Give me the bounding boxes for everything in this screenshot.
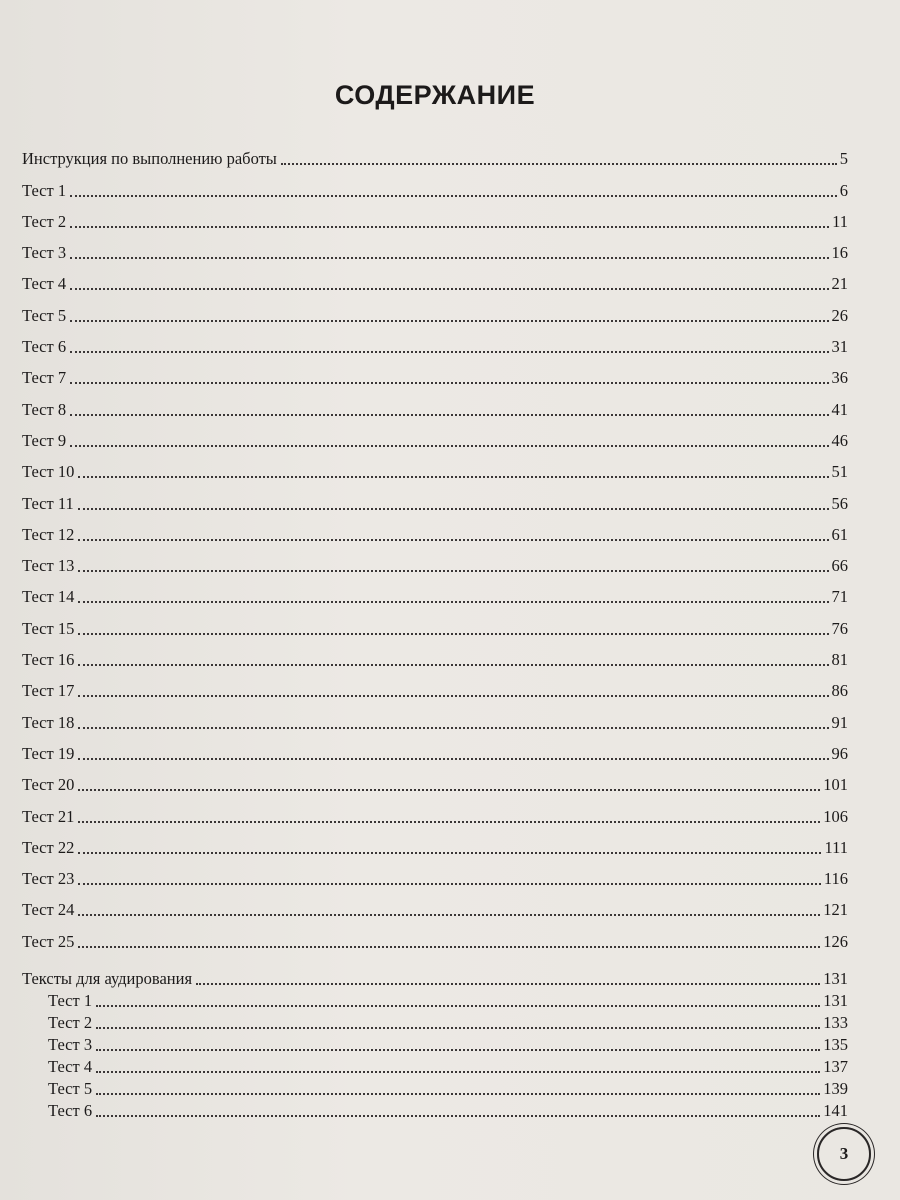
toc-entry bbox=[22, 670, 848, 701]
toc-entry-label: Тест 4 bbox=[48, 1057, 93, 1077]
dot-leader bbox=[78, 570, 828, 572]
toc-entry bbox=[22, 858, 848, 889]
dot-leader bbox=[78, 883, 821, 885]
toc-entry-label: Тест 1 bbox=[22, 180, 67, 200]
dot-leader bbox=[70, 226, 829, 228]
toc-entry-label: Тест 2 bbox=[48, 1013, 93, 1033]
toc-entry-page: 46 bbox=[831, 430, 848, 450]
toc-entry-page: 21 bbox=[831, 274, 848, 294]
toc-entry-page: 61 bbox=[831, 524, 848, 544]
toc-entry-page: 76 bbox=[831, 618, 848, 638]
toc-entry-page: 86 bbox=[831, 681, 848, 701]
toc-entry bbox=[22, 764, 848, 795]
toc-entry bbox=[22, 420, 848, 451]
dot-leader bbox=[78, 695, 828, 697]
toc-entry-page: 135 bbox=[823, 1035, 848, 1055]
toc-entry-label: Тест 2 bbox=[22, 211, 67, 231]
toc-entry-page: 131 bbox=[823, 991, 848, 1011]
toc-entry bbox=[22, 451, 848, 482]
toc-entry bbox=[22, 733, 848, 764]
toc-entry-page: 131 bbox=[823, 969, 848, 989]
dot-leader bbox=[70, 288, 828, 290]
toc-entry-page: 101 bbox=[823, 775, 848, 795]
toc-entry-page: 36 bbox=[831, 368, 848, 388]
page-number-badge: 3 bbox=[817, 1127, 871, 1181]
dot-leader bbox=[78, 508, 829, 510]
dot-leader bbox=[96, 1071, 820, 1073]
dot-leader bbox=[70, 445, 828, 447]
toc-entry-page: 141 bbox=[823, 1101, 848, 1121]
dot-leader bbox=[78, 539, 828, 541]
dot-leader bbox=[78, 758, 828, 760]
toc-entry bbox=[22, 169, 848, 200]
toc-entry-page: 5 bbox=[839, 149, 848, 169]
toc-entry-label: Тест 19 bbox=[22, 743, 75, 763]
toc-entry bbox=[22, 1033, 848, 1055]
toc-entry-label: Тест 12 bbox=[22, 524, 75, 544]
toc-entry bbox=[22, 326, 848, 357]
dot-leader bbox=[78, 633, 828, 635]
dot-leader bbox=[78, 727, 828, 729]
toc-entry-label: Тест 15 bbox=[22, 618, 75, 638]
toc-entry-page: 137 bbox=[823, 1057, 848, 1077]
toc-entry bbox=[22, 795, 848, 826]
toc-entry bbox=[22, 607, 848, 638]
toc-entry-page: 41 bbox=[831, 399, 848, 419]
toc-entry-label: Тест 25 bbox=[22, 931, 75, 951]
dot-leader bbox=[96, 1049, 820, 1051]
toc-entry bbox=[22, 827, 848, 858]
toc-entry-page: 66 bbox=[831, 556, 848, 576]
toc-entry-label: Тест 7 bbox=[22, 368, 67, 388]
toc-entry-label: Тест 17 bbox=[22, 681, 75, 701]
dot-leader bbox=[70, 351, 828, 353]
toc-entry bbox=[22, 989, 848, 1011]
toc-entry bbox=[22, 514, 848, 545]
dot-leader bbox=[78, 476, 828, 478]
toc-entry bbox=[22, 263, 848, 294]
dot-leader bbox=[78, 664, 828, 666]
toc-entry-page: 81 bbox=[831, 650, 848, 670]
toc-entry-page: 121 bbox=[823, 900, 848, 920]
toc-entry-page: 96 bbox=[831, 743, 848, 763]
toc-entry-label: Тест 3 bbox=[48, 1035, 93, 1055]
dot-leader bbox=[78, 789, 820, 791]
dot-leader bbox=[70, 382, 828, 384]
toc-entry-page: 6 bbox=[839, 180, 848, 200]
dot-leader bbox=[96, 1027, 820, 1029]
toc-entry-page: 116 bbox=[823, 869, 848, 889]
toc-entry-label: Тест 22 bbox=[22, 837, 75, 857]
toc-entry-label: Тест 9 bbox=[22, 430, 67, 450]
toc-entry-label: Тест 24 bbox=[22, 900, 75, 920]
toc-entry bbox=[22, 545, 848, 576]
dot-leader bbox=[96, 1093, 820, 1095]
toc-entry-label: Тест 6 bbox=[22, 337, 67, 357]
toc-entry-page: 31 bbox=[831, 337, 848, 357]
toc-entry bbox=[22, 357, 848, 388]
toc-entry-label: Тест 4 bbox=[22, 274, 67, 294]
toc-entry-page: 51 bbox=[831, 462, 848, 482]
toc-entry-page: 133 bbox=[823, 1013, 848, 1033]
toc-entry-label: Тест 5 bbox=[48, 1079, 93, 1099]
dot-leader bbox=[70, 414, 828, 416]
toc-entry bbox=[22, 1055, 848, 1077]
toc-entry-page: 71 bbox=[831, 587, 848, 607]
dot-leader bbox=[196, 983, 820, 985]
dot-leader bbox=[78, 601, 828, 603]
dot-leader bbox=[70, 320, 828, 322]
toc-entry-page: 11 bbox=[832, 211, 848, 231]
dot-leader bbox=[70, 195, 837, 197]
toc-entry-label: Тест 5 bbox=[22, 305, 67, 325]
toc-entry-label: Инструкция по выполнению работы bbox=[22, 149, 277, 169]
dot-leader bbox=[70, 257, 828, 259]
dot-leader bbox=[96, 1005, 820, 1007]
toc-entry bbox=[22, 294, 848, 325]
toc-entry-page: 126 bbox=[823, 931, 848, 951]
toc-entry-label: Тексты для аудирования bbox=[22, 969, 193, 989]
toc-entry bbox=[22, 576, 848, 607]
toc-entry-label: Тест 1 bbox=[48, 991, 93, 1011]
dot-leader bbox=[78, 914, 820, 916]
toc-entry bbox=[22, 482, 848, 513]
toc-entry-label: Тест 20 bbox=[22, 775, 75, 795]
toc-entry-label: Тест 3 bbox=[22, 243, 67, 263]
toc-entry-page: 139 bbox=[823, 1079, 848, 1099]
toc-entry-label: Тест 10 bbox=[22, 462, 75, 482]
toc-entry bbox=[22, 1099, 848, 1121]
dot-leader bbox=[78, 946, 820, 948]
toc-entry-page: 106 bbox=[823, 806, 848, 826]
toc-entry bbox=[22, 639, 848, 670]
toc-entry-label: Тест 23 bbox=[22, 869, 75, 889]
toc-entry bbox=[22, 232, 848, 263]
dot-leader bbox=[281, 163, 837, 165]
toc-entry bbox=[22, 889, 848, 920]
toc-entry-page: 91 bbox=[831, 712, 848, 732]
toc-entry-label: Тест 8 bbox=[22, 399, 67, 419]
toc-entry bbox=[22, 958, 848, 989]
toc-entry bbox=[22, 1077, 848, 1099]
toc-entry-label: Тест 16 bbox=[22, 650, 75, 670]
dot-leader bbox=[78, 852, 821, 854]
toc-entry-page: 56 bbox=[831, 493, 848, 513]
toc-entry-label: Тест 14 bbox=[22, 587, 75, 607]
page-title: СОДЕРЖАНИЕ bbox=[334, 80, 536, 110]
toc-entry-page: 111 bbox=[824, 837, 848, 857]
toc-entry bbox=[22, 201, 848, 232]
toc-entry-page: 16 bbox=[831, 243, 848, 263]
table-of-contents bbox=[22, 138, 848, 1121]
toc-entry-label: Тест 13 bbox=[22, 556, 75, 576]
dot-leader bbox=[96, 1115, 820, 1117]
toc-entry bbox=[22, 701, 848, 732]
toc-entry bbox=[22, 920, 848, 951]
toc-entry-label: Тест 21 bbox=[22, 806, 75, 826]
toc-entry-label: Тест 18 bbox=[22, 712, 75, 732]
toc-entry bbox=[22, 138, 848, 169]
toc-entry-label: Тест 6 bbox=[48, 1101, 93, 1121]
toc-entry bbox=[22, 388, 848, 419]
toc-entry-page: 26 bbox=[831, 305, 848, 325]
dot-leader bbox=[78, 821, 820, 823]
toc-entry bbox=[22, 1011, 848, 1033]
toc-entry-label: Тест 11 bbox=[22, 493, 74, 513]
